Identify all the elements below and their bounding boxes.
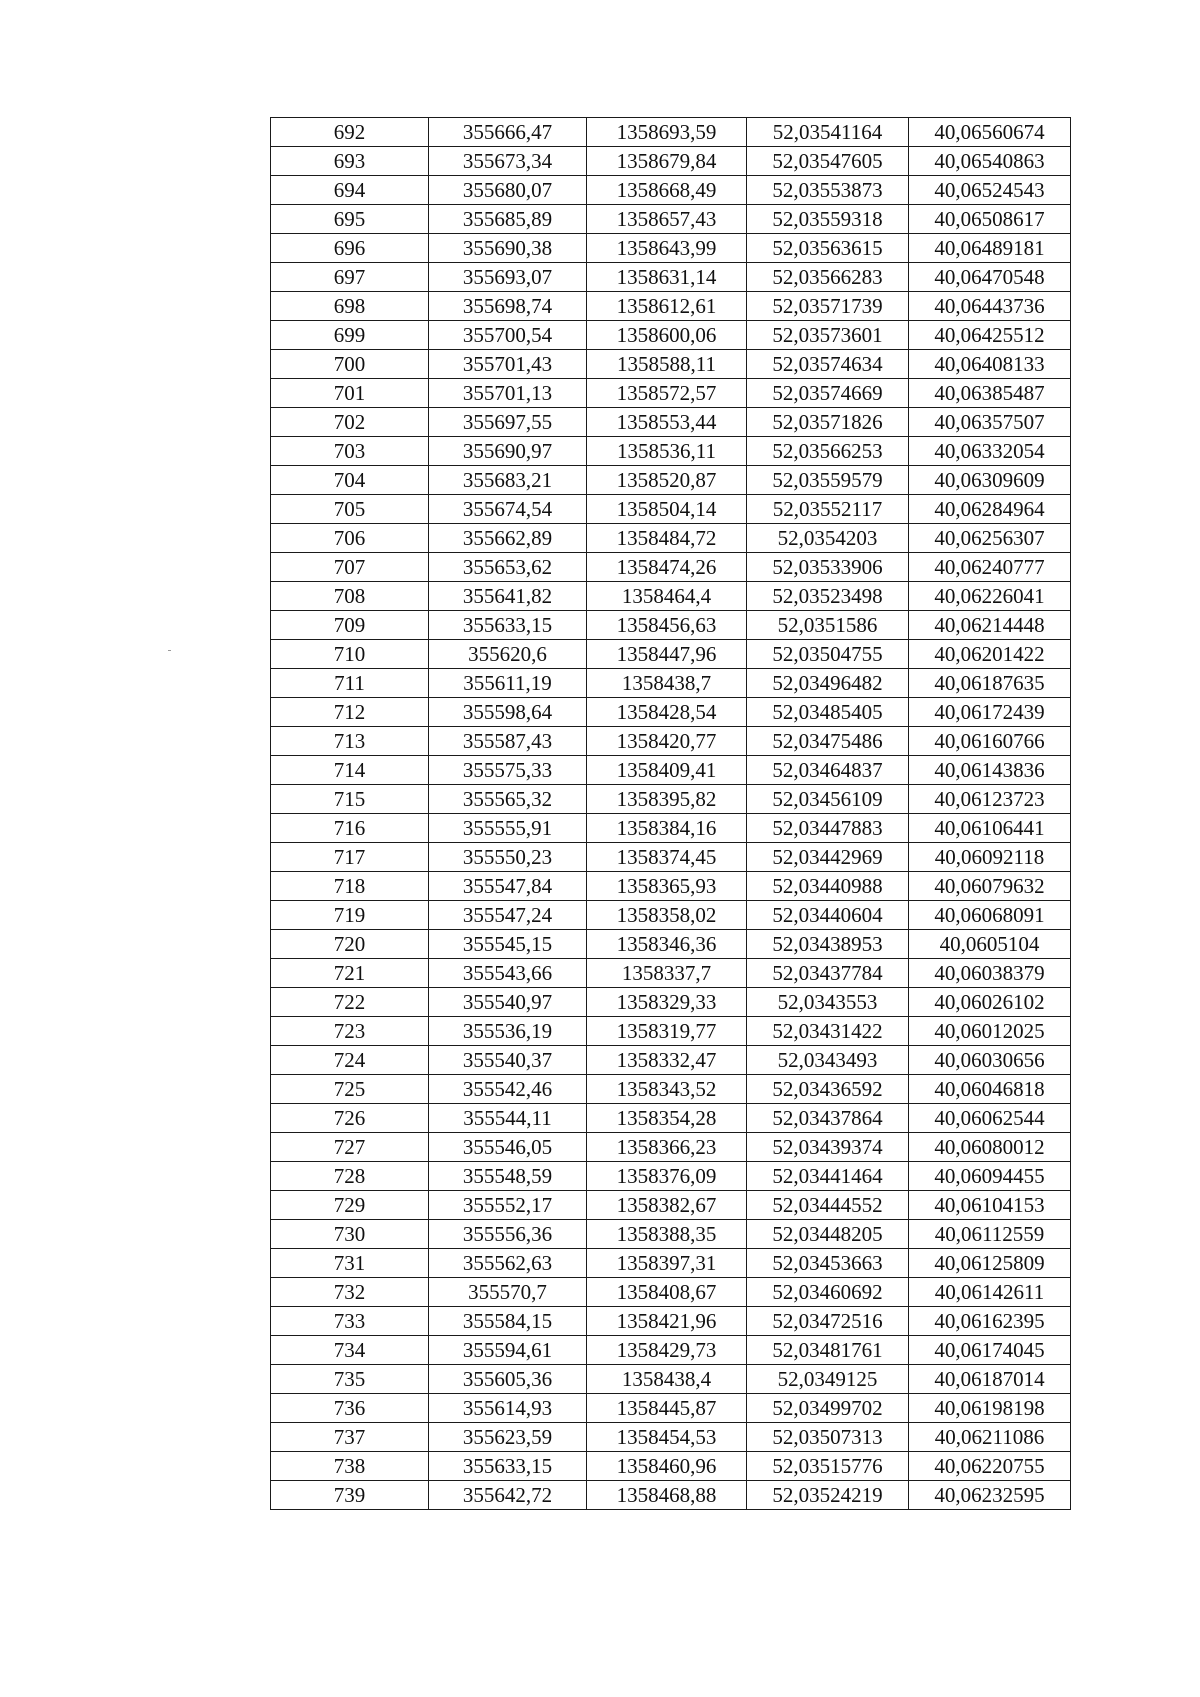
longitude-cell: 40,06524543: [909, 176, 1071, 205]
latitude-cell: 52,03436592: [747, 1075, 909, 1104]
point-number-cell: 729: [271, 1191, 429, 1220]
table-row: [271, 1278, 1071, 1307]
table-row: [271, 814, 1071, 843]
y-coordinate-cell: 1358447,96: [587, 640, 747, 669]
x-coordinate-cell: 355565,32: [429, 785, 587, 814]
latitude-cell: 52,03441464: [747, 1162, 909, 1191]
longitude-cell: 40,06068091: [909, 901, 1071, 930]
x-coordinate-cell: 355540,97: [429, 988, 587, 1017]
x-coordinate-cell: 355611,19: [429, 669, 587, 698]
latitude-cell: 52,03552117: [747, 495, 909, 524]
longitude-cell: 40,06012025: [909, 1017, 1071, 1046]
point-number-cell: 732: [271, 1278, 429, 1307]
y-coordinate-cell: 1358693,59: [587, 118, 747, 147]
x-coordinate-cell: 355673,34: [429, 147, 587, 176]
longitude-cell: 40,06026102: [909, 988, 1071, 1017]
longitude-cell: 40,06092118: [909, 843, 1071, 872]
y-coordinate-cell: 1358438,7: [587, 669, 747, 698]
latitude-cell: 52,03533906: [747, 553, 909, 582]
longitude-cell: 40,06062544: [909, 1104, 1071, 1133]
x-coordinate-cell: 355685,89: [429, 205, 587, 234]
point-number-cell: 736: [271, 1394, 429, 1423]
x-coordinate-cell: 355633,15: [429, 611, 587, 640]
point-number-cell: 720: [271, 930, 429, 959]
table-row: [271, 147, 1071, 176]
coordinates-table-body: [271, 118, 1071, 1510]
latitude-cell: 52,03507313: [747, 1423, 909, 1452]
x-coordinate-cell: 355584,15: [429, 1307, 587, 1336]
y-coordinate-cell: 1358668,49: [587, 176, 747, 205]
longitude-cell: 40,06385487: [909, 379, 1071, 408]
y-coordinate-cell: 1358438,4: [587, 1365, 747, 1394]
point-number-cell: 739: [271, 1481, 429, 1510]
latitude-cell: 52,03447883: [747, 814, 909, 843]
x-coordinate-cell: 355547,84: [429, 872, 587, 901]
table-row: [271, 698, 1071, 727]
table-row: [271, 756, 1071, 785]
table-row: [271, 350, 1071, 379]
table-row: [271, 205, 1071, 234]
x-coordinate-cell: 355548,59: [429, 1162, 587, 1191]
point-number-cell: 702: [271, 408, 429, 437]
latitude-cell: 52,03574669: [747, 379, 909, 408]
point-number-cell: 699: [271, 321, 429, 350]
longitude-cell: 40,06172439: [909, 698, 1071, 727]
y-coordinate-cell: 1358319,77: [587, 1017, 747, 1046]
longitude-cell: 40,06079632: [909, 872, 1071, 901]
latitude-cell: 52,0343493: [747, 1046, 909, 1075]
x-coordinate-cell: 355701,13: [429, 379, 587, 408]
point-number-cell: 706: [271, 524, 429, 553]
y-coordinate-cell: 1358536,11: [587, 437, 747, 466]
point-number-cell: 701: [271, 379, 429, 408]
table-row: [271, 1162, 1071, 1191]
point-number-cell: 738: [271, 1452, 429, 1481]
longitude-cell: 40,06357507: [909, 408, 1071, 437]
x-coordinate-cell: 355697,55: [429, 408, 587, 437]
latitude-cell: 52,03499702: [747, 1394, 909, 1423]
longitude-cell: 40,06160766: [909, 727, 1071, 756]
longitude-cell: 40,0605104: [909, 930, 1071, 959]
longitude-cell: 40,06408133: [909, 350, 1071, 379]
latitude-cell: 52,03547605: [747, 147, 909, 176]
table-row: [271, 611, 1071, 640]
latitude-cell: 52,0351586: [747, 611, 909, 640]
point-number-cell: 696: [271, 234, 429, 263]
table-row: [271, 466, 1071, 495]
point-number-cell: 718: [271, 872, 429, 901]
point-number-cell: 697: [271, 263, 429, 292]
longitude-cell: 40,06284964: [909, 495, 1071, 524]
x-coordinate-cell: 355550,23: [429, 843, 587, 872]
x-coordinate-cell: 355546,05: [429, 1133, 587, 1162]
point-number-cell: 693: [271, 147, 429, 176]
table-row: [271, 1423, 1071, 1452]
y-coordinate-cell: 1358388,35: [587, 1220, 747, 1249]
scan-speck: [168, 650, 171, 651]
longitude-cell: 40,06187014: [909, 1365, 1071, 1394]
longitude-cell: 40,06046818: [909, 1075, 1071, 1104]
table-row: [271, 582, 1071, 611]
table-row: [271, 234, 1071, 263]
longitude-cell: 40,06080012: [909, 1133, 1071, 1162]
y-coordinate-cell: 1358445,87: [587, 1394, 747, 1423]
latitude-cell: 52,03440988: [747, 872, 909, 901]
y-coordinate-cell: 1358382,67: [587, 1191, 747, 1220]
table-row: [271, 1191, 1071, 1220]
point-number-cell: 707: [271, 553, 429, 582]
table-row: [271, 843, 1071, 872]
y-coordinate-cell: 1358428,54: [587, 698, 747, 727]
table-row: [271, 263, 1071, 292]
table-row: [271, 872, 1071, 901]
y-coordinate-cell: 1358643,99: [587, 234, 747, 263]
point-number-cell: 721: [271, 959, 429, 988]
latitude-cell: 52,03437784: [747, 959, 909, 988]
latitude-cell: 52,03442969: [747, 843, 909, 872]
table-row: [271, 669, 1071, 698]
point-number-cell: 692: [271, 118, 429, 147]
x-coordinate-cell: 355623,59: [429, 1423, 587, 1452]
x-coordinate-cell: 355633,15: [429, 1452, 587, 1481]
longitude-cell: 40,06030656: [909, 1046, 1071, 1075]
longitude-cell: 40,06214448: [909, 611, 1071, 640]
y-coordinate-cell: 1358376,09: [587, 1162, 747, 1191]
longitude-cell: 40,06240777: [909, 553, 1071, 582]
latitude-cell: 52,03541164: [747, 118, 909, 147]
y-coordinate-cell: 1358409,41: [587, 756, 747, 785]
table-row: [271, 1104, 1071, 1133]
table-row: [271, 1452, 1071, 1481]
point-number-cell: 722: [271, 988, 429, 1017]
table-row: [271, 1046, 1071, 1075]
x-coordinate-cell: 355570,7: [429, 1278, 587, 1307]
point-number-cell: 723: [271, 1017, 429, 1046]
latitude-cell: 52,03475486: [747, 727, 909, 756]
latitude-cell: 52,03481761: [747, 1336, 909, 1365]
table-row: [271, 988, 1071, 1017]
y-coordinate-cell: 1358454,53: [587, 1423, 747, 1452]
point-number-cell: 715: [271, 785, 429, 814]
latitude-cell: 52,03431422: [747, 1017, 909, 1046]
point-number-cell: 711: [271, 669, 429, 698]
point-number-cell: 714: [271, 756, 429, 785]
longitude-cell: 40,06489181: [909, 234, 1071, 263]
table-row: [271, 1394, 1071, 1423]
longitude-cell: 40,06232595: [909, 1481, 1071, 1510]
latitude-cell: 52,03456109: [747, 785, 909, 814]
y-coordinate-cell: 1358520,87: [587, 466, 747, 495]
point-number-cell: 704: [271, 466, 429, 495]
latitude-cell: 52,03444552: [747, 1191, 909, 1220]
point-number-cell: 709: [271, 611, 429, 640]
table-row: [271, 437, 1071, 466]
y-coordinate-cell: 1358600,06: [587, 321, 747, 350]
table-row: [271, 495, 1071, 524]
latitude-cell: 52,03571739: [747, 292, 909, 321]
table-row: [271, 1220, 1071, 1249]
y-coordinate-cell: 1358429,73: [587, 1336, 747, 1365]
point-number-cell: 698: [271, 292, 429, 321]
y-coordinate-cell: 1358464,4: [587, 582, 747, 611]
x-coordinate-cell: 355700,54: [429, 321, 587, 350]
point-number-cell: 708: [271, 582, 429, 611]
longitude-cell: 40,06211086: [909, 1423, 1071, 1452]
y-coordinate-cell: 1358631,14: [587, 263, 747, 292]
table-row: [271, 727, 1071, 756]
x-coordinate-cell: 355540,37: [429, 1046, 587, 1075]
longitude-cell: 40,06112559: [909, 1220, 1071, 1249]
point-number-cell: 727: [271, 1133, 429, 1162]
point-number-cell: 695: [271, 205, 429, 234]
table-row: [271, 1336, 1071, 1365]
x-coordinate-cell: 355614,93: [429, 1394, 587, 1423]
point-number-cell: 700: [271, 350, 429, 379]
table-row: [271, 901, 1071, 930]
table-row: [271, 118, 1071, 147]
table-row: [271, 379, 1071, 408]
x-coordinate-cell: 355542,46: [429, 1075, 587, 1104]
x-coordinate-cell: 355587,43: [429, 727, 587, 756]
table-row: [271, 785, 1071, 814]
table-row: [271, 1365, 1071, 1394]
point-number-cell: 694: [271, 176, 429, 205]
y-coordinate-cell: 1358421,96: [587, 1307, 747, 1336]
y-coordinate-cell: 1358354,28: [587, 1104, 747, 1133]
longitude-cell: 40,06443736: [909, 292, 1071, 321]
x-coordinate-cell: 355555,91: [429, 814, 587, 843]
longitude-cell: 40,06106441: [909, 814, 1071, 843]
y-coordinate-cell: 1358374,45: [587, 843, 747, 872]
table-row: [271, 292, 1071, 321]
latitude-cell: 52,03438953: [747, 930, 909, 959]
x-coordinate-cell: 355693,07: [429, 263, 587, 292]
latitude-cell: 52,03485405: [747, 698, 909, 727]
longitude-cell: 40,06425512: [909, 321, 1071, 350]
x-coordinate-cell: 355620,6: [429, 640, 587, 669]
longitude-cell: 40,06508617: [909, 205, 1071, 234]
latitude-cell: 52,03553873: [747, 176, 909, 205]
latitude-cell: 52,03524219: [747, 1481, 909, 1510]
y-coordinate-cell: 1358456,63: [587, 611, 747, 640]
y-coordinate-cell: 1358572,57: [587, 379, 747, 408]
latitude-cell: 52,03472516: [747, 1307, 909, 1336]
y-coordinate-cell: 1358679,84: [587, 147, 747, 176]
point-number-cell: 716: [271, 814, 429, 843]
table-row: [271, 640, 1071, 669]
point-number-cell: 728: [271, 1162, 429, 1191]
x-coordinate-cell: 355701,43: [429, 350, 587, 379]
x-coordinate-cell: 355598,64: [429, 698, 587, 727]
latitude-cell: 52,03437864: [747, 1104, 909, 1133]
latitude-cell: 52,03464837: [747, 756, 909, 785]
x-coordinate-cell: 355552,17: [429, 1191, 587, 1220]
table-row: [271, 930, 1071, 959]
longitude-cell: 40,06038379: [909, 959, 1071, 988]
y-coordinate-cell: 1358474,26: [587, 553, 747, 582]
longitude-cell: 40,06143836: [909, 756, 1071, 785]
x-coordinate-cell: 355680,07: [429, 176, 587, 205]
y-coordinate-cell: 1358460,96: [587, 1452, 747, 1481]
table-row: [271, 1307, 1071, 1336]
latitude-cell: 52,03453663: [747, 1249, 909, 1278]
y-coordinate-cell: 1358384,16: [587, 814, 747, 843]
x-coordinate-cell: 355545,15: [429, 930, 587, 959]
y-coordinate-cell: 1358612,61: [587, 292, 747, 321]
longitude-cell: 40,06125809: [909, 1249, 1071, 1278]
y-coordinate-cell: 1358468,88: [587, 1481, 747, 1510]
latitude-cell: 52,03440604: [747, 901, 909, 930]
latitude-cell: 52,03460692: [747, 1278, 909, 1307]
longitude-cell: 40,06094455: [909, 1162, 1071, 1191]
latitude-cell: 52,03439374: [747, 1133, 909, 1162]
point-number-cell: 717: [271, 843, 429, 872]
point-number-cell: 710: [271, 640, 429, 669]
x-coordinate-cell: 355690,38: [429, 234, 587, 263]
longitude-cell: 40,06198198: [909, 1394, 1071, 1423]
x-coordinate-cell: 355605,36: [429, 1365, 587, 1394]
point-number-cell: 725: [271, 1075, 429, 1104]
x-coordinate-cell: 355698,74: [429, 292, 587, 321]
latitude-cell: 52,03571826: [747, 408, 909, 437]
longitude-cell: 40,06162395: [909, 1307, 1071, 1336]
y-coordinate-cell: 1358408,67: [587, 1278, 747, 1307]
coordinates-table: [270, 117, 1071, 1510]
longitude-cell: 40,06201422: [909, 640, 1071, 669]
y-coordinate-cell: 1358329,33: [587, 988, 747, 1017]
y-coordinate-cell: 1358332,47: [587, 1046, 747, 1075]
latitude-cell: 52,03574634: [747, 350, 909, 379]
y-coordinate-cell: 1358588,11: [587, 350, 747, 379]
longitude-cell: 40,06142611: [909, 1278, 1071, 1307]
x-coordinate-cell: 355543,66: [429, 959, 587, 988]
latitude-cell: 52,03515776: [747, 1452, 909, 1481]
x-coordinate-cell: 355556,36: [429, 1220, 587, 1249]
latitude-cell: 52,03566253: [747, 437, 909, 466]
y-coordinate-cell: 1358337,7: [587, 959, 747, 988]
point-number-cell: 703: [271, 437, 429, 466]
table-row: [271, 176, 1071, 205]
y-coordinate-cell: 1358484,72: [587, 524, 747, 553]
table-row: [271, 321, 1071, 350]
x-coordinate-cell: 355536,19: [429, 1017, 587, 1046]
point-number-cell: 712: [271, 698, 429, 727]
latitude-cell: 52,03566283: [747, 263, 909, 292]
x-coordinate-cell: 355562,63: [429, 1249, 587, 1278]
point-number-cell: 719: [271, 901, 429, 930]
point-number-cell: 737: [271, 1423, 429, 1452]
x-coordinate-cell: 355641,82: [429, 582, 587, 611]
x-coordinate-cell: 355544,11: [429, 1104, 587, 1133]
latitude-cell: 52,03504755: [747, 640, 909, 669]
x-coordinate-cell: 355653,62: [429, 553, 587, 582]
latitude-cell: 52,03573601: [747, 321, 909, 350]
y-coordinate-cell: 1358397,31: [587, 1249, 747, 1278]
latitude-cell: 52,0349125: [747, 1365, 909, 1394]
point-number-cell: 731: [271, 1249, 429, 1278]
latitude-cell: 52,03496482: [747, 669, 909, 698]
point-number-cell: 734: [271, 1336, 429, 1365]
point-number-cell: 735: [271, 1365, 429, 1394]
longitude-cell: 40,06256307: [909, 524, 1071, 553]
table-row: [271, 959, 1071, 988]
table-row: [271, 1481, 1071, 1510]
latitude-cell: 52,03448205: [747, 1220, 909, 1249]
table-row: [271, 1075, 1071, 1104]
latitude-cell: 52,03523498: [747, 582, 909, 611]
y-coordinate-cell: 1358346,36: [587, 930, 747, 959]
longitude-cell: 40,06309609: [909, 466, 1071, 495]
y-coordinate-cell: 1358657,43: [587, 205, 747, 234]
x-coordinate-cell: 355547,24: [429, 901, 587, 930]
y-coordinate-cell: 1358365,93: [587, 872, 747, 901]
y-coordinate-cell: 1358358,02: [587, 901, 747, 930]
point-number-cell: 705: [271, 495, 429, 524]
longitude-cell: 40,06220755: [909, 1452, 1071, 1481]
x-coordinate-cell: 355594,61: [429, 1336, 587, 1365]
longitude-cell: 40,06104153: [909, 1191, 1071, 1220]
longitude-cell: 40,06123723: [909, 785, 1071, 814]
x-coordinate-cell: 355575,33: [429, 756, 587, 785]
latitude-cell: 52,03563615: [747, 234, 909, 263]
x-coordinate-cell: 355690,97: [429, 437, 587, 466]
point-number-cell: 730: [271, 1220, 429, 1249]
table-row: [271, 1133, 1071, 1162]
longitude-cell: 40,06560674: [909, 118, 1071, 147]
y-coordinate-cell: 1358395,82: [587, 785, 747, 814]
longitude-cell: 40,06470548: [909, 263, 1071, 292]
table-row: [271, 553, 1071, 582]
table-row: [271, 1249, 1071, 1278]
x-coordinate-cell: 355674,54: [429, 495, 587, 524]
x-coordinate-cell: 355666,47: [429, 118, 587, 147]
y-coordinate-cell: 1358366,23: [587, 1133, 747, 1162]
longitude-cell: 40,06540863: [909, 147, 1071, 176]
point-number-cell: 726: [271, 1104, 429, 1133]
longitude-cell: 40,06187635: [909, 669, 1071, 698]
table-row: [271, 1017, 1071, 1046]
latitude-cell: 52,0343553: [747, 988, 909, 1017]
x-coordinate-cell: 355662,89: [429, 524, 587, 553]
point-number-cell: 733: [271, 1307, 429, 1336]
latitude-cell: 52,0354203: [747, 524, 909, 553]
longitude-cell: 40,06226041: [909, 582, 1071, 611]
latitude-cell: 52,03559318: [747, 205, 909, 234]
x-coordinate-cell: 355683,21: [429, 466, 587, 495]
point-number-cell: 713: [271, 727, 429, 756]
latitude-cell: 52,03559579: [747, 466, 909, 495]
table-row: [271, 524, 1071, 553]
y-coordinate-cell: 1358343,52: [587, 1075, 747, 1104]
longitude-cell: 40,06174045: [909, 1336, 1071, 1365]
point-number-cell: 724: [271, 1046, 429, 1075]
x-coordinate-cell: 355642,72: [429, 1481, 587, 1510]
coordinates-table-wrapper: [270, 117, 1070, 1510]
y-coordinate-cell: 1358553,44: [587, 408, 747, 437]
table-row: [271, 408, 1071, 437]
y-coordinate-cell: 1358504,14: [587, 495, 747, 524]
y-coordinate-cell: 1358420,77: [587, 727, 747, 756]
longitude-cell: 40,06332054: [909, 437, 1071, 466]
